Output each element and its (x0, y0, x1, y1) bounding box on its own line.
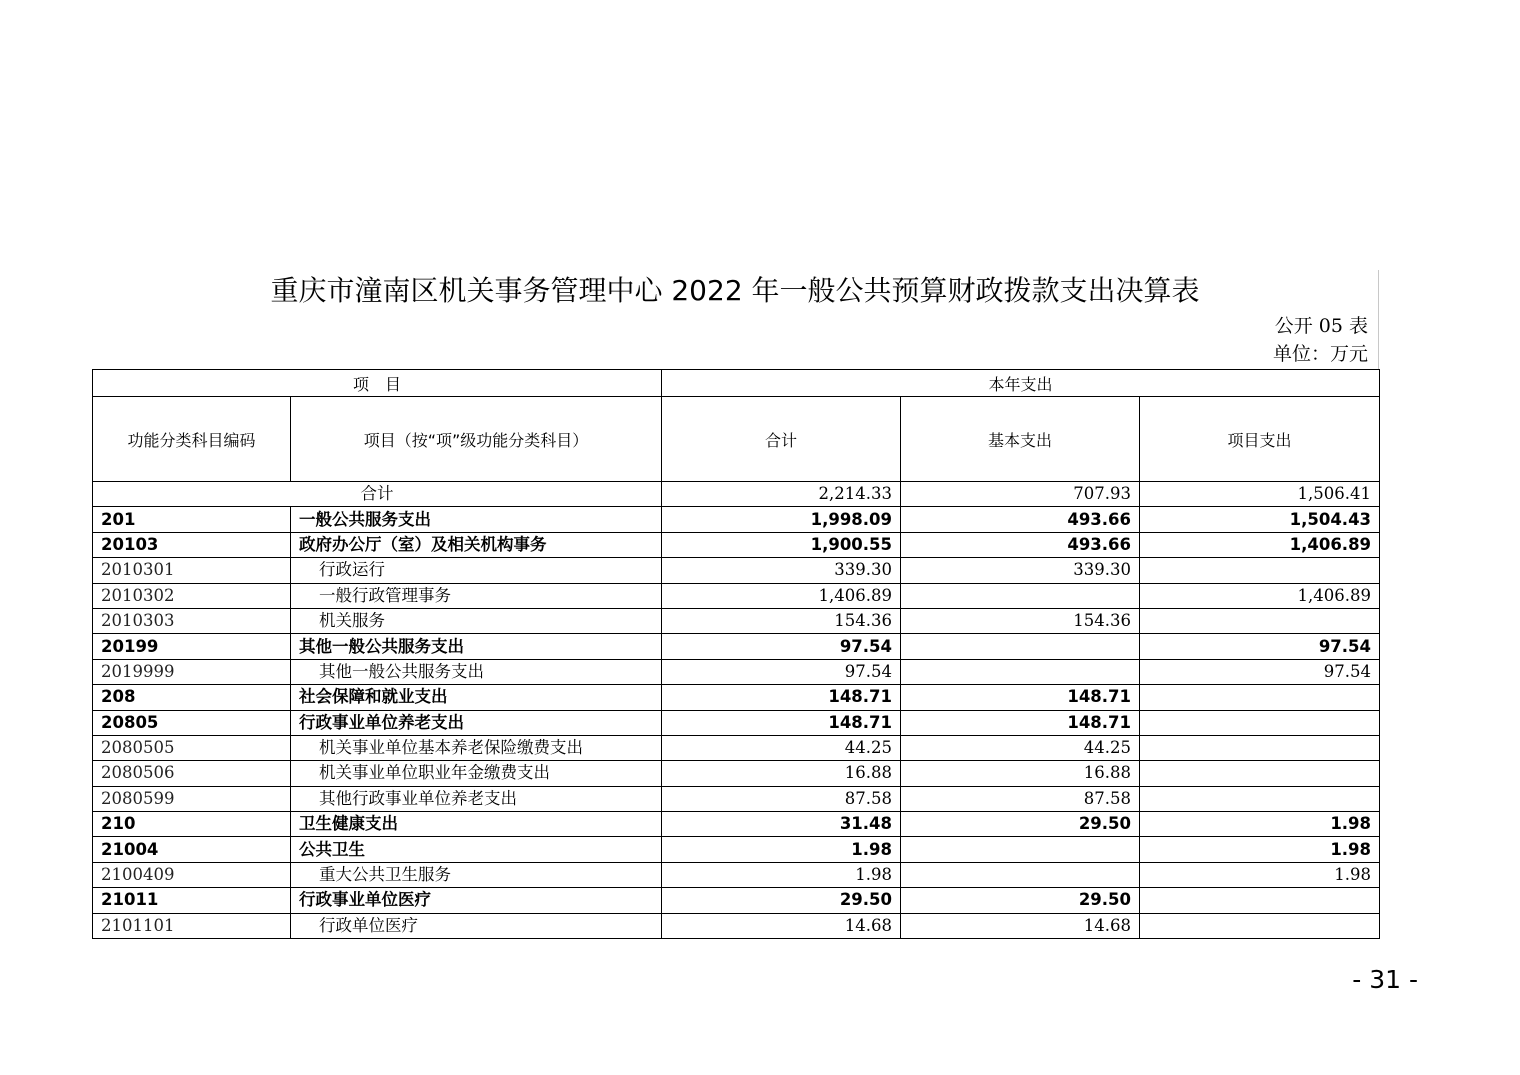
row-project: 1,504.43 (1140, 507, 1380, 532)
row-name: 政府办公厅（室）及相关机构事务 (291, 532, 662, 557)
row-code: 2010302 (93, 583, 291, 608)
row-total: 154.36 (662, 608, 901, 633)
total-row-label: 合计 (93, 482, 662, 507)
row-basic: 87.58 (901, 786, 1140, 811)
table-row (93, 558, 1380, 583)
unit-label: 单位：万元 (1272, 343, 1368, 365)
row-total: 1.98 (662, 837, 901, 862)
table-number: 公开 05 表 (1274, 315, 1368, 337)
row-project (1140, 608, 1380, 633)
row-basic: 154.36 (901, 608, 1140, 633)
row-code: 20103 (93, 532, 291, 557)
page-number: - 31 - (1352, 965, 1418, 994)
row-total: 1.98 (662, 862, 901, 887)
page-title: 重庆市潼南区机关事务管理中心 2022 年一般公共预算财政拨款支出决算表 (270, 274, 1200, 307)
row-basic: 29.50 (901, 888, 1140, 913)
header-basic: 基本支出 (901, 397, 1140, 482)
row-basic: 339.30 (901, 558, 1140, 583)
row-total: 1,900.55 (662, 532, 901, 557)
page-edge-rule (1378, 270, 1379, 370)
expenditure-table (92, 369, 1380, 939)
row-code: 201 (93, 507, 291, 532)
row-total: 1,406.89 (662, 583, 901, 608)
row-code: 20805 (93, 710, 291, 735)
row-code: 2010301 (93, 558, 291, 583)
row-basic (901, 634, 1140, 659)
row-code: 20199 (93, 634, 291, 659)
table-row (93, 761, 1380, 786)
row-code: 2100409 (93, 862, 291, 887)
row-project: 1,406.89 (1140, 583, 1380, 608)
row-project (1140, 558, 1380, 583)
table-row (93, 710, 1380, 735)
total-row-basic: 707.93 (901, 482, 1140, 507)
row-code: 2080506 (93, 761, 291, 786)
row-project (1140, 888, 1380, 913)
table-row (93, 659, 1380, 684)
row-project: 97.54 (1140, 634, 1380, 659)
row-project: 97.54 (1140, 659, 1380, 684)
row-basic (901, 862, 1140, 887)
row-project (1140, 761, 1380, 786)
row-name: 行政事业单位养老支出 (291, 710, 662, 735)
table-row (93, 862, 1380, 887)
table-row (93, 507, 1380, 532)
row-name: 其他一般公共服务支出 (291, 634, 662, 659)
row-name: 机关事业单位职业年金缴费支出 (291, 761, 662, 786)
table-row (93, 837, 1380, 862)
row-total: 29.50 (662, 888, 901, 913)
header-row-group (93, 370, 1380, 397)
row-name: 行政事业单位医疗 (291, 888, 662, 913)
header-current-year-group: 本年支出 (662, 370, 1380, 397)
row-name: 一般行政管理事务 (291, 583, 662, 608)
row-code: 2101101 (93, 913, 291, 938)
row-name: 机关事业单位基本养老保险缴费支出 (291, 735, 662, 760)
row-basic: 44.25 (901, 735, 1140, 760)
row-basic (901, 659, 1140, 684)
row-basic: 493.66 (901, 532, 1140, 557)
row-name: 重大公共卫生服务 (291, 862, 662, 887)
row-total: 97.54 (662, 659, 901, 684)
header-project: 项目支出 (1140, 397, 1380, 482)
row-code: 2010303 (93, 608, 291, 633)
row-total: 44.25 (662, 735, 901, 760)
table-row (93, 685, 1380, 710)
row-name: 其他行政事业单位养老支出 (291, 786, 662, 811)
table-row (93, 812, 1380, 837)
row-total: 31.48 (662, 812, 901, 837)
row-code: 2080599 (93, 786, 291, 811)
row-basic: 493.66 (901, 507, 1140, 532)
row-code: 2080505 (93, 735, 291, 760)
row-name: 公共卫生 (291, 837, 662, 862)
row-name: 行政单位医疗 (291, 913, 662, 938)
row-total: 14.68 (662, 913, 901, 938)
row-project: 1.98 (1140, 812, 1380, 837)
row-total: 97.54 (662, 634, 901, 659)
row-project (1140, 913, 1380, 938)
row-project (1140, 786, 1380, 811)
row-project (1140, 735, 1380, 760)
row-total: 1,998.09 (662, 507, 901, 532)
table-row (93, 913, 1380, 938)
row-basic: 148.71 (901, 710, 1140, 735)
row-total: 339.30 (662, 558, 901, 583)
row-basic: 16.88 (901, 761, 1140, 786)
row-basic: 14.68 (901, 913, 1140, 938)
header-code: 功能分类科目编码 (93, 397, 291, 482)
row-name: 行政运行 (291, 558, 662, 583)
row-name: 机关服务 (291, 608, 662, 633)
table-row (93, 786, 1380, 811)
row-name: 卫生健康支出 (291, 812, 662, 837)
row-name: 社会保障和就业支出 (291, 685, 662, 710)
row-code: 21011 (93, 888, 291, 913)
header-row-columns (93, 397, 1380, 482)
header-total: 合计 (662, 397, 901, 482)
total-row-project: 1,506.41 (1140, 482, 1380, 507)
row-total: 148.71 (662, 685, 901, 710)
table-row (93, 608, 1380, 633)
row-total: 148.71 (662, 710, 901, 735)
table-row (93, 888, 1380, 913)
row-basic: 148.71 (901, 685, 1140, 710)
row-basic (901, 583, 1140, 608)
row-project (1140, 710, 1380, 735)
total-row (93, 482, 1380, 507)
row-basic: 29.50 (901, 812, 1140, 837)
row-project: 1.98 (1140, 862, 1380, 887)
row-name: 其他一般公共服务支出 (291, 659, 662, 684)
total-row-total: 2,214.33 (662, 482, 901, 507)
row-code: 21004 (93, 837, 291, 862)
table-row (93, 532, 1380, 557)
header-name: 项目（按“项”级功能分类科目） (291, 397, 662, 482)
table-body (93, 482, 1380, 939)
table-row (93, 634, 1380, 659)
row-total: 16.88 (662, 761, 901, 786)
row-basic (901, 837, 1140, 862)
row-code: 208 (93, 685, 291, 710)
header-project-group: 项 目 (93, 370, 662, 397)
row-code: 2019999 (93, 659, 291, 684)
row-name: 一般公共服务支出 (291, 507, 662, 532)
row-project (1140, 685, 1380, 710)
table-row (93, 735, 1380, 760)
table-row (93, 583, 1380, 608)
row-code: 210 (93, 812, 291, 837)
row-project: 1,406.89 (1140, 532, 1380, 557)
row-total: 87.58 (662, 786, 901, 811)
row-project: 1.98 (1140, 837, 1380, 862)
